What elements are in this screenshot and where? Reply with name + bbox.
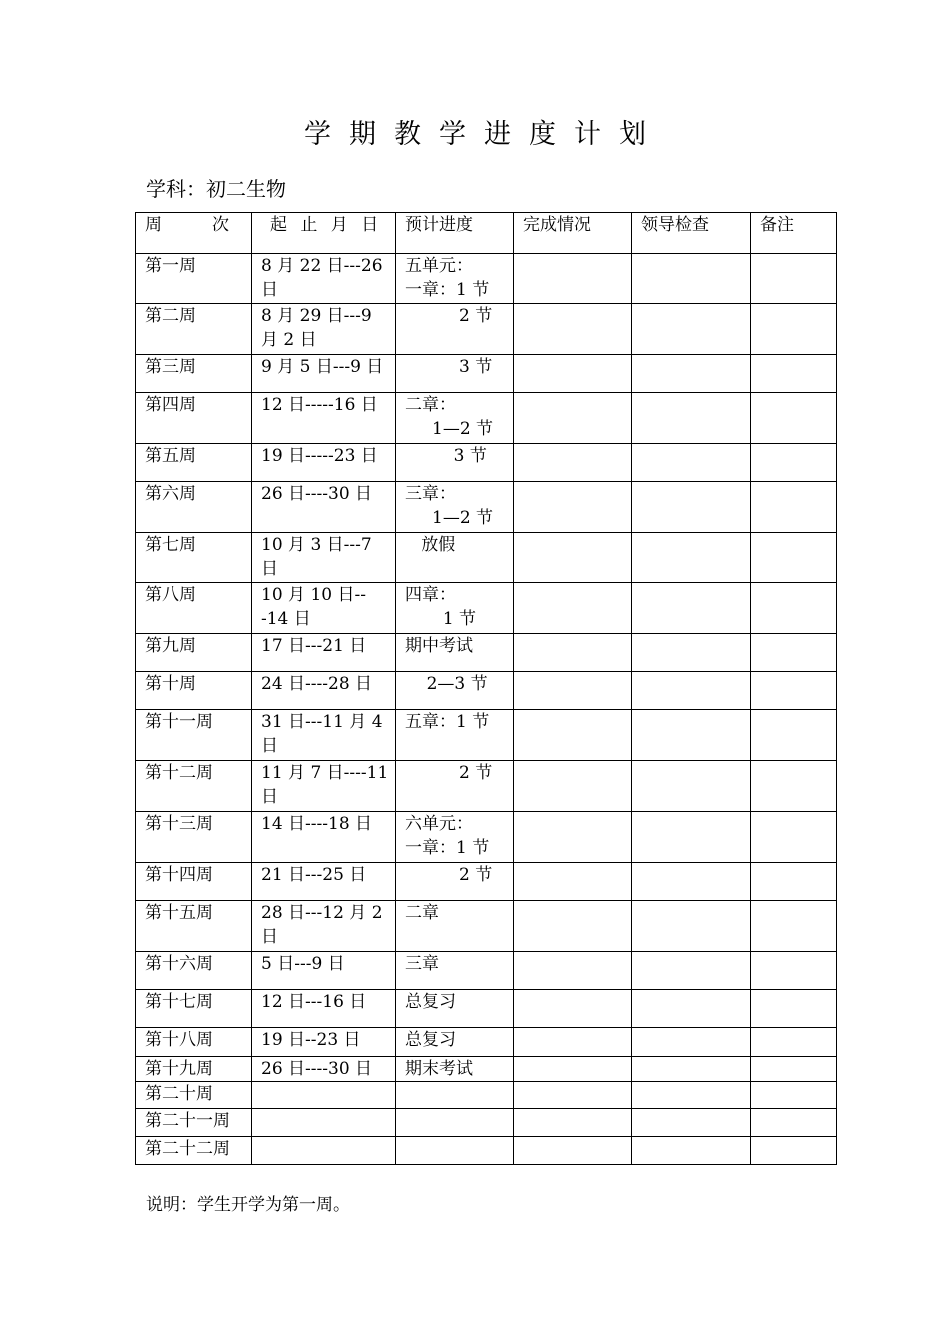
plan-cell: 2 节: [396, 761, 514, 812]
table-row: [136, 901, 837, 952]
done-cell: [514, 355, 632, 393]
done-cell: [514, 672, 632, 710]
table-row: [136, 952, 837, 990]
remark-cell: [751, 990, 837, 1028]
table-row: [136, 990, 837, 1028]
remark-cell: [751, 444, 837, 482]
plan-cell: [396, 1082, 514, 1109]
check-cell: [632, 254, 751, 304]
done-cell: [514, 952, 632, 990]
plan-cell: 三章： 1—2 节: [396, 482, 514, 533]
week-cell: 第二十一周: [136, 1109, 252, 1137]
plan-cell: 五单元： 一章：1 节: [396, 254, 514, 304]
table-row: [136, 393, 837, 444]
done-cell: [514, 1082, 632, 1109]
table-row: [136, 863, 837, 901]
plan-cell: 期末考试: [396, 1057, 514, 1082]
done-cell: [514, 254, 632, 304]
plan-cell: 放假: [396, 533, 514, 583]
dates-cell: 31 日---11 月 4 日: [252, 710, 396, 761]
done-cell: [514, 1057, 632, 1082]
check-cell: [632, 812, 751, 863]
check-cell: [632, 634, 751, 672]
dates-cell: 19 日--23 日: [252, 1028, 396, 1057]
dates-cell: 26 日----30 日: [252, 1057, 396, 1082]
dates-cell: 8 月 29 日---9 月 2 日: [252, 304, 396, 355]
plan-cell: 2—3 节: [396, 672, 514, 710]
plan-cell: 总复习: [396, 990, 514, 1028]
plan-cell: 2 节: [396, 304, 514, 355]
dates-cell: 17 日---21 日: [252, 634, 396, 672]
check-cell: [632, 952, 751, 990]
done-cell: [514, 482, 632, 533]
remark-cell: [751, 254, 837, 304]
table-row: [136, 254, 837, 304]
week-cell: 第十六周: [136, 952, 252, 990]
done-cell: [514, 533, 632, 583]
dates-cell: 14 日----18 日: [252, 812, 396, 863]
week-cell: 第一周: [136, 254, 252, 304]
table-row: [136, 355, 837, 393]
week-cell: 第十一周: [136, 710, 252, 761]
dates-cell: 19 日-----23 日: [252, 444, 396, 482]
plan-cell: 总复习: [396, 1028, 514, 1057]
header-check: 领导检查: [632, 213, 751, 254]
check-cell: [632, 1028, 751, 1057]
remark-cell: [751, 393, 837, 444]
table-row: [136, 482, 837, 533]
plan-cell: 2 节: [396, 863, 514, 901]
plan-cell: 六单元： 一章：1 节: [396, 812, 514, 863]
plan-cell: 二章： 1—2 节: [396, 393, 514, 444]
done-cell: [514, 990, 632, 1028]
week-cell: 第二十二周: [136, 1137, 252, 1165]
table-row: [136, 672, 837, 710]
dates-cell: 9 月 5 日---9 日: [252, 355, 396, 393]
dates-cell: 10 月 10 日---14 日: [252, 583, 396, 634]
table-row: [136, 1082, 837, 1109]
done-cell: [514, 812, 632, 863]
dates-cell: 11 月 7 日----11 日: [252, 761, 396, 812]
header-remark: 备注: [751, 213, 837, 254]
remark-cell: [751, 583, 837, 634]
check-cell: [632, 444, 751, 482]
week-cell: 第九周: [136, 634, 252, 672]
remark-cell: [751, 533, 837, 583]
check-cell: [632, 583, 751, 634]
check-cell: [632, 1109, 751, 1137]
check-cell: [632, 1057, 751, 1082]
plan-cell: 二章: [396, 901, 514, 952]
remark-cell: [751, 952, 837, 990]
table-row: [136, 304, 837, 355]
footnote: 说明：学生开学为第一周。: [146, 1195, 350, 1215]
week-cell: 第八周: [136, 583, 252, 634]
remark-cell: [751, 863, 837, 901]
check-cell: [632, 393, 751, 444]
check-cell: [632, 761, 751, 812]
table-row: [136, 710, 837, 761]
page-title: 学期教学进度计划: [304, 119, 664, 150]
dates-cell: [252, 1082, 396, 1109]
header-week: 周 次: [136, 213, 252, 254]
done-cell: [514, 304, 632, 355]
done-cell: [514, 634, 632, 672]
remark-cell: [751, 634, 837, 672]
remark-cell: [751, 812, 837, 863]
table-row: [136, 634, 837, 672]
plan-cell: 三章: [396, 952, 514, 990]
check-cell: [632, 710, 751, 761]
done-cell: [514, 583, 632, 634]
done-cell: [514, 863, 632, 901]
dates-cell: 21 日---25 日: [252, 863, 396, 901]
week-cell: 第三周: [136, 355, 252, 393]
check-cell: [632, 1137, 751, 1165]
done-cell: [514, 761, 632, 812]
remark-cell: [751, 710, 837, 761]
week-cell: 第五周: [136, 444, 252, 482]
done-cell: [514, 710, 632, 761]
check-cell: [632, 482, 751, 533]
week-cell: 第十二周: [136, 761, 252, 812]
remark-cell: [751, 1137, 837, 1165]
week-cell: 第二周: [136, 304, 252, 355]
remark-cell: [751, 901, 837, 952]
dates-cell: 8 月 22 日---26 日: [252, 254, 396, 304]
week-cell: 第十周: [136, 672, 252, 710]
table-row: [136, 1109, 837, 1137]
table-row: [136, 533, 837, 583]
done-cell: [514, 444, 632, 482]
table-body: [136, 254, 837, 1165]
check-cell: [632, 990, 751, 1028]
check-cell: [632, 533, 751, 583]
header-dates: 起 止 月 日: [252, 213, 396, 254]
header-plan: 预计进度: [396, 213, 514, 254]
check-cell: [632, 304, 751, 355]
check-cell: [632, 355, 751, 393]
remark-cell: [751, 1028, 837, 1057]
plan-cell: 期中考试: [396, 634, 514, 672]
done-cell: [514, 1028, 632, 1057]
dates-cell: 12 日---16 日: [252, 990, 396, 1028]
dates-cell: 10 月 3 日---7 日: [252, 533, 396, 583]
dates-cell: 12 日-----16 日: [252, 393, 396, 444]
check-cell: [632, 901, 751, 952]
header-row: [136, 213, 837, 254]
week-cell: 第二十周: [136, 1082, 252, 1109]
remark-cell: [751, 672, 837, 710]
plan-cell: [396, 1137, 514, 1165]
remark-cell: [751, 1109, 837, 1137]
check-cell: [632, 863, 751, 901]
done-cell: [514, 393, 632, 444]
done-cell: [514, 1109, 632, 1137]
week-cell: 第六周: [136, 482, 252, 533]
dates-cell: 28 日---12 月 2 日: [252, 901, 396, 952]
table-row: [136, 761, 837, 812]
table-row: [136, 1137, 837, 1165]
header-done: 完成情况: [514, 213, 632, 254]
remark-cell: [751, 1057, 837, 1082]
week-cell: 第十八周: [136, 1028, 252, 1057]
plan-cell: 四章： 1 节: [396, 583, 514, 634]
plan-cell: 五章：1 节: [396, 710, 514, 761]
table-row: [136, 444, 837, 482]
plan-cell: 3 节: [396, 444, 514, 482]
done-cell: [514, 1137, 632, 1165]
done-cell: [514, 901, 632, 952]
subject-label: 学科：初二生物: [146, 177, 286, 201]
plan-cell: [396, 1109, 514, 1137]
dates-cell: 5 日---9 日: [252, 952, 396, 990]
dates-cell: [252, 1109, 396, 1137]
table-row: [136, 1028, 837, 1057]
schedule-table: [135, 212, 837, 1165]
week-cell: 第七周: [136, 533, 252, 583]
table-row: [136, 583, 837, 634]
dates-cell: 26 日----30 日: [252, 482, 396, 533]
check-cell: [632, 1082, 751, 1109]
plan-cell: 3 节: [396, 355, 514, 393]
week-cell: 第十九周: [136, 1057, 252, 1082]
remark-cell: [751, 355, 837, 393]
remark-cell: [751, 304, 837, 355]
remark-cell: [751, 482, 837, 533]
table-row: [136, 1057, 837, 1082]
remark-cell: [751, 1082, 837, 1109]
dates-cell: 24 日----28 日: [252, 672, 396, 710]
week-cell: 第十五周: [136, 901, 252, 952]
week-cell: 第十三周: [136, 812, 252, 863]
check-cell: [632, 672, 751, 710]
week-cell: 第四周: [136, 393, 252, 444]
remark-cell: [751, 761, 837, 812]
week-cell: 第十四周: [136, 863, 252, 901]
dates-cell: [252, 1137, 396, 1165]
table-row: [136, 812, 837, 863]
week-cell: 第十七周: [136, 990, 252, 1028]
